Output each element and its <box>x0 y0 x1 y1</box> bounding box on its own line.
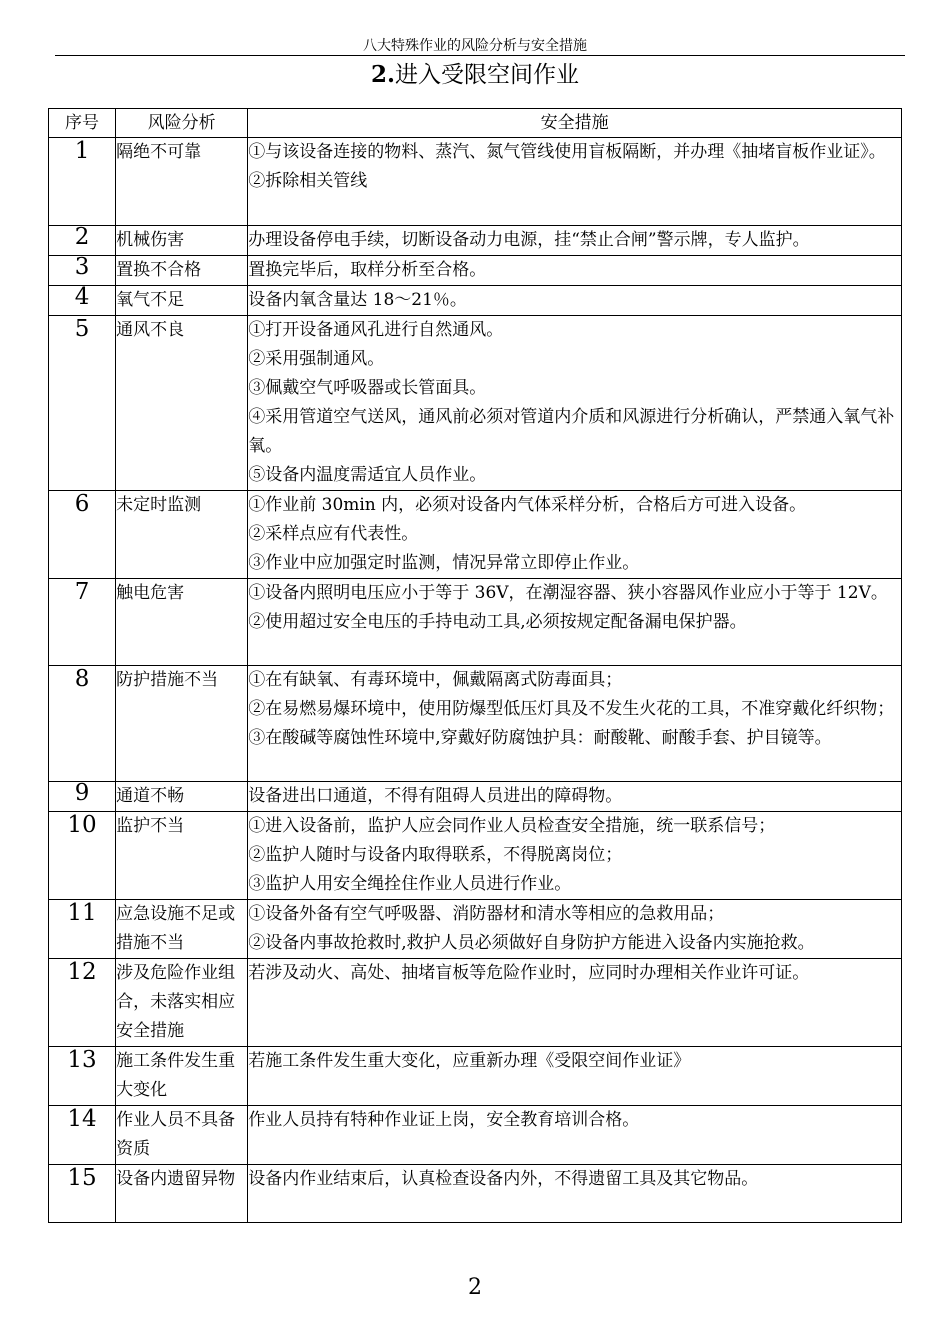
measures-cell <box>248 959 902 1047</box>
measure-item: ②监护人随时与设备内取得联系，不得脱离岗位； <box>248 845 623 865</box>
measure-item: ①打开设备通风孔进行自然通风。 <box>248 320 504 340</box>
risk-cell: 通风不良 <box>116 316 248 491</box>
table-row <box>49 226 902 256</box>
row-number-cell: 7 <box>49 579 116 666</box>
row-number-cell: 8 <box>49 666 116 782</box>
row-number-cell: 15 <box>49 1165 116 1223</box>
measure-item: 若涉及动火、高处、抽堵盲板等危险作业时，应同时办理相关作业许可证。 <box>248 963 810 983</box>
measure-item: ②使用超过安全电压的手持电动工具,必须按规定配备漏电保护器。 <box>248 612 747 632</box>
measures-cell <box>248 812 902 900</box>
row-number-cell: 12 <box>49 959 116 1047</box>
table-row <box>49 959 902 1047</box>
measure-item: ③佩戴空气呼吸器或长管面具。 <box>248 378 487 398</box>
measure-item: ①设备外备有空气呼吸器、消防器材和清水等相应的急救用品； <box>248 904 725 924</box>
measure-item: 设备内作业结束后，认真检查设备内外，不得遗留工具及其它物品。 <box>248 1169 759 1189</box>
table-row <box>49 1106 902 1165</box>
risk-cell: 置换不合格 <box>116 256 248 286</box>
page-number: 2 <box>468 1275 482 1300</box>
table-row <box>49 1047 902 1106</box>
measure-item: 置换完毕后，取样分析至合格。 <box>248 260 487 280</box>
measure-item: ③作业中应加强定时监测，情况异常立即停止作业。 <box>248 553 640 573</box>
risk-cell: 机械伤害 <box>116 226 248 256</box>
measures-cell <box>248 491 902 579</box>
row-number-cell: 13 <box>49 1047 116 1106</box>
measure-item: ④采用管道空气送风，通风前必须对管道内介质和风源进行分析确认，严禁通入氧气补氧。 <box>248 407 895 456</box>
measure-item: ②采用强制通风。 <box>248 349 385 369</box>
header-rule <box>55 55 905 56</box>
measures-cell <box>248 286 902 316</box>
risk-cell: 涉及危险作业组合，未落实相应安全措施 <box>116 959 248 1047</box>
table-row <box>49 900 902 959</box>
measures-cell <box>248 138 902 226</box>
measure-item: 设备内氧含量达 18～21％。 <box>248 290 467 310</box>
measure-item: 设备进出口通道，不得有阻碍人员进出的障碍物。 <box>248 786 623 806</box>
risk-cell: 触电危害 <box>116 579 248 666</box>
measure-item: ②在易燃易爆环境中，使用防爆型低压灯具及不发生火花的工具，不准穿戴化纤织物； <box>248 699 895 719</box>
risk-cell: 监护不当 <box>116 812 248 900</box>
risk-cell: 设备内遗留异物 <box>116 1165 248 1223</box>
measure-item: ①在有缺氧、有毒环境中，佩戴隔离式防毒面具； <box>248 670 623 690</box>
row-number-cell: 11 <box>49 900 116 959</box>
measure-item: ①与该设备连接的物料、蒸汽、氮气管线使用盲板隔断，并办理《抽堵盲板作业证》。 <box>248 142 886 162</box>
column-header-no: 序号 <box>49 109 116 138</box>
measure-item: ⑤设备内温度需适宜人员作业。 <box>248 465 487 485</box>
table-row <box>49 812 902 900</box>
measure-item: ①作业前 30min 内，必须对设备内气体采样分析，合格后方可进入设备。 <box>248 495 807 515</box>
section-number: 2. <box>370 61 395 88</box>
table-body <box>49 138 902 1223</box>
risk-cell: 施工条件发生重大变化 <box>116 1047 248 1106</box>
measures-cell <box>248 900 902 959</box>
measures-cell <box>248 256 902 286</box>
measure-item: 办理设备停电手续，切断设备动力电源，挂“禁止合闸”警示牌，专人监护。 <box>248 230 810 250</box>
measures-cell <box>248 782 902 812</box>
row-number-cell: 3 <box>49 256 116 286</box>
measure-item: ②采样点应有代表性。 <box>248 524 419 544</box>
measure-item: ③在酸碱等腐蚀性环境中,穿戴好防腐蚀护具：耐酸靴、耐酸手套、护目镜等。 <box>248 728 832 748</box>
measures-cell <box>248 316 902 491</box>
measures-cell <box>248 226 902 256</box>
table-row <box>49 579 902 666</box>
table-row <box>49 1165 902 1223</box>
row-number-cell: 6 <box>49 491 116 579</box>
measure-item: ③监护人用安全绳拴住作业人员进行作业。 <box>248 874 572 894</box>
measure-item: ①设备内照明电压应小于等于 36V，在潮湿容器、狭小容器风作业应小于等于 12V。 <box>248 583 888 603</box>
measure-item: 作业人员持有特种作业证上岗，安全教育培训合格。 <box>248 1110 640 1130</box>
row-number-cell: 10 <box>49 812 116 900</box>
measures-cell <box>248 579 902 666</box>
page-header: 八大特殊作业的风险分析与安全措施 <box>363 38 587 54</box>
risk-cell: 应急设施不足或措施不当 <box>116 900 248 959</box>
risk-measures-table <box>48 108 902 1223</box>
row-number-cell: 1 <box>49 138 116 226</box>
measures-cell <box>248 1106 902 1165</box>
table-row <box>49 782 902 812</box>
risk-cell: 隔绝不可靠 <box>116 138 248 226</box>
measure-item: 若施工条件发生重大变化，应重新办理《受限空间作业证》 <box>248 1051 691 1071</box>
measure-item: ②拆除相关管线 <box>248 171 368 191</box>
measures-cell <box>248 1047 902 1106</box>
table-row <box>49 666 902 782</box>
table-row <box>49 256 902 286</box>
risk-cell: 未定时监测 <box>116 491 248 579</box>
row-number-cell: 9 <box>49 782 116 812</box>
risk-cell: 作业人员不具备资质 <box>116 1106 248 1165</box>
section-title <box>0 60 950 90</box>
risk-cell: 氧气不足 <box>116 286 248 316</box>
section-title-text: 进入受限空间作业 <box>395 62 579 88</box>
row-number-cell: 14 <box>49 1106 116 1165</box>
column-header-measures: 安全措施 <box>248 109 902 138</box>
row-number-cell: 2 <box>49 226 116 256</box>
measure-item: ②设备内事故抢救时,救护人员必须做好自身防护方能进入设备内实施抢救。 <box>248 933 815 953</box>
table-row <box>49 316 902 491</box>
table-header-row <box>49 109 902 138</box>
risk-cell: 通道不畅 <box>116 782 248 812</box>
measures-cell <box>248 666 902 782</box>
table-row <box>49 491 902 579</box>
risk-cell: 防护措施不当 <box>116 666 248 782</box>
column-header-risk: 风险分析 <box>116 109 248 138</box>
table-row <box>49 138 902 226</box>
measure-item: ①进入设备前，监护人应会同作业人员检查安全措施，统一联系信号； <box>248 816 776 836</box>
row-number-cell: 4 <box>49 286 116 316</box>
row-number-cell: 5 <box>49 316 116 491</box>
measures-cell <box>248 1165 902 1223</box>
table-row <box>49 286 902 316</box>
